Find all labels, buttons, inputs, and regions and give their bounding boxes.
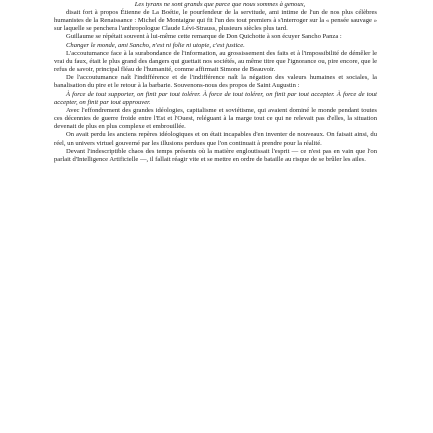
quote-paragraph: À force de tout supporter, on finit par tout tolérer. À force de tout tolérer, on finit par tout accepter. À force de tout accepter, on finit par tout approuver. [54,90,377,106]
page-top-line: Les tyrans ne sont grands que parce que nous sommes à genoux, [134,1,306,8]
quote-paragraph: Changer le monde, ami Sancho, n'est ni folie ni utopie, c'est justice. [66,41,245,49]
body-paragraph: On avait perdu les anciens repères idéologiques et on était incapables d'en inventer de nouveaux. On faisait ainsi, du réel, un univers virtuel gouverné par les illusions perdues que l'on continuait à prendre pour la réalité. [54,131,377,147]
text-column [54,9,377,164]
body-paragraph: disait fort à propos Étienne de La Boétie, le pourfendeur de la servitude, ami intime de l'un de nos plus célèbres humanistes de la Renaissance : Michel de Montaigne qui fit l'un des tout premiers à s'interroger sur la « pensée sauvage » sur laquelle se penchera l'anthropologue Claude Lévi-Strauss, plusieurs siècles plus tard. [54,9,377,33]
body-paragraph: L'accoutumance face à la surabondance de l'information, au grossissement des faits et à l'impossibilité de démêler le vrai du faux, était le plus grand des dangers qui guettait nos sociétés, au même titre que l'ignorance ou, pire encore, que le refus de savoir, principal fléau de l'humanité, comme affirmait Simone de Beauvoir. [54,49,377,74]
body-paragraph: Avec l'effondrement des grandes idéologies, capitalisme et soviétisme, qui avaient dominé le monde pendant toutes ces décennies de guerre froide entre l'Est et l'Ouest, reléguant à la marge tout ce qui ne relevait pas d'elles, la situation devenait de plus en plus complexe et embrouillée. [54,106,377,131]
body-paragraph: Guillaume se répétait souvent à lui-même cette remarque de Don Quichotte à son écuyer Sancho Panza : [66,33,342,41]
body-paragraph: De l'accoutumance naît l'indifférence et de l'indifférence naît la négation des valeurs humaines et sociales, la banalisation du pire et le retour à la barbarie. Souvenons-nous des propos de Saint Augustin : [54,74,377,90]
body-paragraph: Devant l'indescriptible chaos des temps présents où la matière engloutissait l'esprit — ce n'est pas en vain que l'on parlait d'Intelligence Artificielle —, il fallait réagir vite et se mettre en ordre de bataille au risque de se brûler les ailes. [54,147,377,163]
